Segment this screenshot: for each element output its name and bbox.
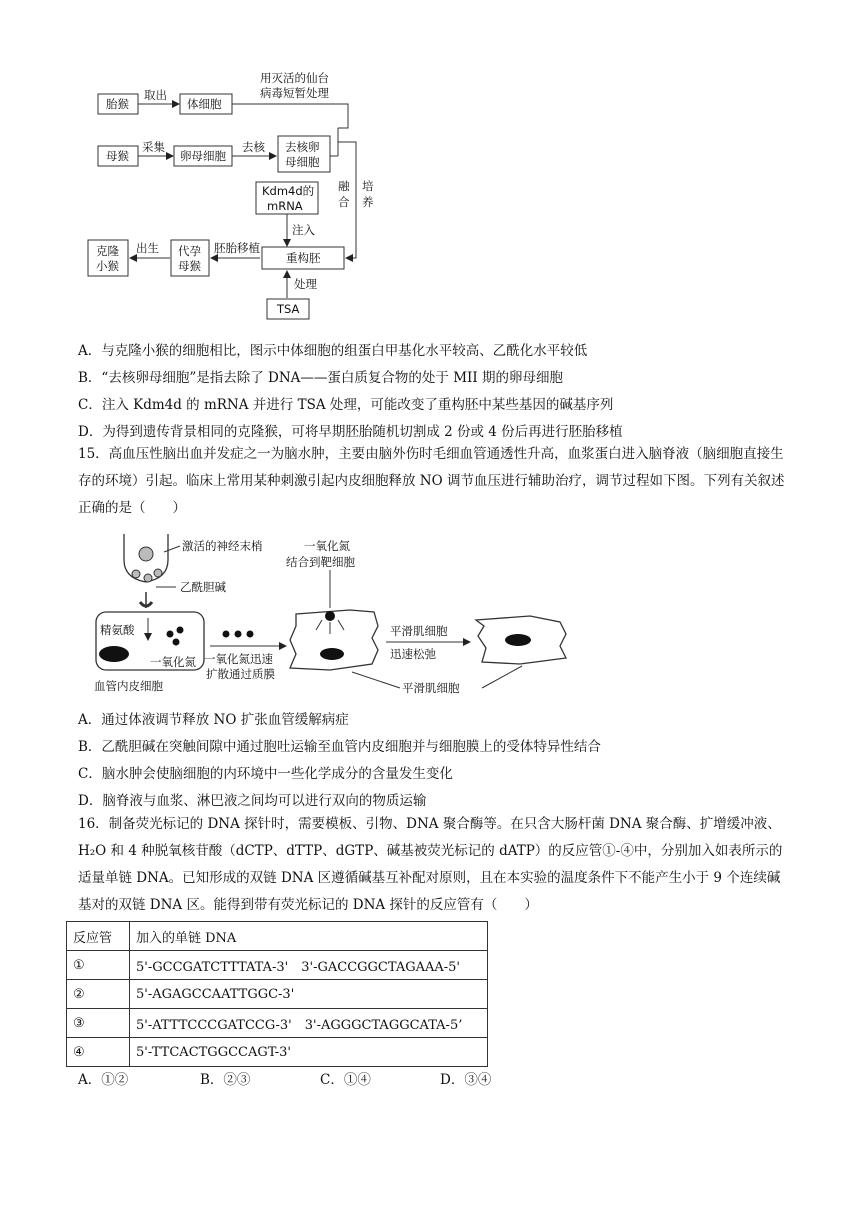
endothelial-label: 血管内皮细胞 [94, 679, 163, 693]
no-bind-line2: 结合到靶细胞 [286, 555, 355, 569]
table-header-row [67, 922, 488, 951]
q14-option-a: A．与克隆小猴的细胞相比，图示中体细胞的组蛋白甲基化水平较高、乙酰化水平较低 [78, 343, 588, 359]
tube-id: ④ [67, 1038, 130, 1067]
diffuse-line1: 一氧化氮迅速 [204, 652, 273, 666]
fuse-label-2: 合 [338, 195, 350, 209]
culture-label-1: 培 [362, 179, 374, 193]
relax-line1: 平滑肌细胞 [390, 624, 448, 638]
table-row [67, 1009, 488, 1038]
surrogate-line1: 代孕 [178, 244, 201, 258]
culture-label-2: 养 [362, 195, 374, 209]
collect-label: 采集 [142, 140, 165, 154]
q16-option-b: B．②③ [200, 1072, 251, 1088]
q16-stem: 16．制备荧光标记的 DNA 探针时，需要模板、引物、DNA 聚合酶等。在只含大肠杆菌 DNA 聚合酶、扩增缓冲液、H₂O 和 4 种脱氧核苷酸（dCTP、dTTP、dGTP、碱基被荧光标记的 dATP）的反应管①-④中，分别加入如表所示的适量单链 DNA。已知形成的双链 DNA 区遵循碱基互补配对原则，且在本实验的温度条件下不能产生小于 9 个连续碱基对的双链 DNA 区。能得到带有荧光标记的 DNA 探针的反应管有（ ） [78, 816, 783, 913]
q15-stem: 15．高血压性脑出血并发症之一为脑水肿，主要由脑外伤时毛细血管通透性升高，血浆蛋白进入脑脊液（脑细胞直接生存的环境）引起。临床上常用某种刺激引起内皮细胞释放 NO 调节血压进行辅助治疗，调节过程如下图。下列有关叙述正确的是（ ） [78, 446, 785, 516]
dna-seq: 5'-ATTTCCCGATCCG-3' 3'-AGGGCTAGGCATA-5’ [130, 1009, 488, 1038]
inject-label: 注入 [292, 223, 315, 237]
fuse-label-1: 融 [338, 179, 350, 193]
enucleated-line1: 去核卵 [285, 140, 320, 154]
q14-option-c: C．注入 Kdm4d 的 mRNA 并进行 TSA 处理，可能改变了重构胚中某些基因的碱基序列 [78, 397, 614, 413]
q15-option-d: D．脑脊液与血浆、淋巴液之间均可以进行双向的物质运输 [78, 793, 427, 809]
nerve-terminal-label: 激活的神经末梢 [182, 539, 263, 553]
table-row [67, 951, 488, 980]
diffuse-line2: 扩散通过质膜 [206, 667, 275, 681]
tube-id: ③ [67, 1009, 130, 1038]
table-row [67, 1038, 488, 1067]
fetal-monkey-text: 胎猴 [106, 97, 129, 111]
birth-label: 出生 [136, 241, 159, 255]
q16-option-d: D．③④ [440, 1072, 492, 1088]
clone-line2: 小猴 [96, 259, 119, 273]
q15-option-c: C．脑水肿会使脑细胞的内环境中一些化学成分的含量发生变化 [78, 766, 453, 782]
kdm4d-line2: mRNA [267, 199, 303, 213]
no-bind-line1: 一氧化氮 [304, 539, 350, 553]
enucleate-label: 去核 [242, 140, 265, 154]
q15-option-a: A．通过体液调节释放 NO 扩张血管缓解病症 [78, 712, 349, 728]
arginine-label: 精氨酸 [100, 623, 135, 637]
smooth-muscle-label: 平滑肌细胞 [402, 681, 460, 695]
treat-label: 处理 [294, 277, 317, 291]
tube-id: ① [67, 951, 130, 980]
dna-seq: 5'-AGAGCCAATTGGC-3' [130, 980, 488, 1009]
ach-label: 乙酰胆碱 [180, 580, 226, 594]
kdm4d-line1: Kdm4d的 [262, 184, 315, 198]
no-label: 一氧化氮 [150, 655, 196, 669]
dna-seq: 5'-GCCGATCTTTATA-3' 3'-GACCGGCTAGAAA-5' [130, 951, 488, 980]
reconstructed-text: 重构胚 [286, 251, 321, 265]
enucleated-line2: 母细胞 [285, 155, 320, 169]
q16-option-c: C．①④ [320, 1072, 371, 1088]
tsa-text: TSA [277, 302, 300, 316]
somatic-cell-text: 体细胞 [187, 97, 222, 111]
virus-label-line2: 病毒短暂处理 [260, 86, 329, 100]
table-row [67, 980, 488, 1009]
tube-id: ② [67, 980, 130, 1009]
oocyte-text: 卵母细胞 [180, 149, 226, 163]
dna-table [66, 921, 488, 1067]
transfer-label: 胚胎移植 [214, 241, 260, 255]
q14-option-d: D．为得到遗传背景相同的克隆猴，可将早期胚胎随机切割成 2 份或 4 份后再进行胚胎移植 [78, 424, 623, 440]
surrogate-line2: 母猴 [178, 259, 201, 273]
no-regulation-diagram [90, 530, 590, 700]
mother-monkey-text: 母猴 [106, 149, 129, 163]
take-out-label: 取出 [144, 88, 167, 102]
header-tube: 反应管 [67, 922, 130, 951]
cloning-flow-diagram [70, 60, 400, 325]
header-dna: 加入的单链 DNA [130, 922, 488, 951]
q15-option-b: B．乙酰胆碱在突触间隙中通过胞吐运输至血管内皮细胞并与细胞膜上的受体特异性结合 [78, 739, 601, 755]
q14-option-b: B．“去核卵母细胞”是指去除了 DNA——蛋白质复合物的处于 MII 期的卵母细胞 [78, 370, 563, 386]
relax-line2: 迅速松弛 [390, 647, 436, 661]
q16-option-a: A．①② [78, 1072, 129, 1088]
virus-label-line1: 用灭活的仙台 [260, 71, 329, 85]
dna-seq: 5'-TTCACTGGCCAGT-3' [130, 1038, 488, 1067]
clone-line1: 克隆 [96, 244, 119, 258]
